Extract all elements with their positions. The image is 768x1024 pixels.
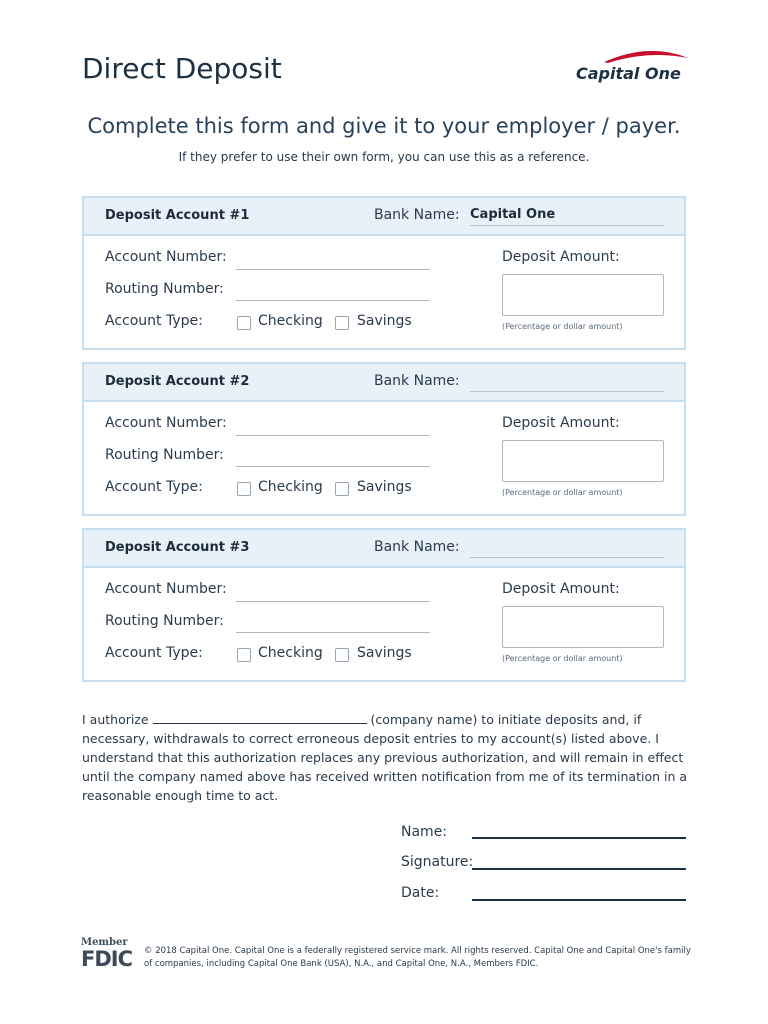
headline: Complete this form and give it to your employer / payer.	[87, 114, 681, 138]
account-title: Deposit Account #1	[105, 208, 250, 223]
date-label: Date:	[401, 885, 440, 901]
account-title: Deposit Account #2	[105, 374, 250, 389]
savings-checkbox[interactable]	[335, 648, 349, 662]
savings-label: Savings	[357, 645, 412, 661]
signature-label: Signature:	[401, 854, 474, 870]
savings-checkbox[interactable]	[335, 482, 349, 496]
name-field[interactable]	[472, 837, 686, 839]
page-title: Direct Deposit	[82, 52, 282, 85]
account-number-field[interactable]	[236, 268, 430, 270]
account-type-label: Account Type:	[105, 479, 203, 495]
bank-name-label: Bank Name:	[374, 373, 460, 389]
signature-field[interactable]	[472, 868, 686, 870]
deposit-amount-field[interactable]	[502, 274, 664, 316]
bank-name-label: Bank Name:	[374, 207, 460, 223]
savings-label: Savings	[357, 313, 412, 329]
capital-one-logo	[574, 48, 689, 92]
routing-number-field[interactable]	[236, 465, 430, 467]
date-field[interactable]	[472, 899, 686, 901]
account-title: Deposit Account #3	[105, 540, 250, 555]
authorization-prefix: I authorize	[82, 712, 149, 727]
account-number-field[interactable]	[236, 600, 430, 602]
account-header	[84, 364, 684, 402]
routing-number-field[interactable]	[236, 631, 430, 633]
checking-label: Checking	[258, 645, 323, 661]
bank-name-label: Bank Name:	[374, 539, 460, 555]
company-name-field[interactable]	[153, 711, 367, 724]
deposit-amount-field[interactable]	[502, 606, 664, 648]
checking-checkbox[interactable]	[237, 316, 251, 330]
account-number-label: Account Number:	[105, 415, 227, 431]
bank-name-field[interactable]: Capital One	[470, 205, 664, 226]
authorization-paragraph	[82, 710, 692, 805]
deposit-amount-field[interactable]	[502, 440, 664, 482]
authorization-text: (company name) to initiate deposits and, if necessary, withdrawals to correct erroneous deposit entries to my account(s) listed above. I understand that this authorization replaces any previous authorization, and will remain in effect until the company named above has received written notification from me of its termination in a reasonable enough time to act.	[82, 712, 688, 803]
account-number-field[interactable]	[236, 434, 430, 436]
routing-number-label: Routing Number:	[105, 447, 224, 463]
account-header	[84, 198, 684, 236]
logo-wordmark: Capital One	[576, 64, 681, 83]
savings-checkbox[interactable]	[335, 316, 349, 330]
account-number-label: Account Number:	[105, 249, 227, 265]
routing-number-field[interactable]	[236, 299, 430, 301]
deposit-amount-note: (Percentage or dollar amount)	[502, 322, 623, 331]
savings-label: Savings	[357, 479, 412, 495]
routing-number-label: Routing Number:	[105, 281, 224, 297]
account-header	[84, 530, 684, 568]
routing-number-label: Routing Number:	[105, 613, 224, 629]
name-label: Name:	[401, 824, 448, 840]
deposit-account-3	[82, 528, 686, 682]
bank-name-field[interactable]	[470, 537, 664, 558]
fdic-member-text: Member	[81, 937, 128, 948]
checking-checkbox[interactable]	[237, 482, 251, 496]
account-type-label: Account Type:	[105, 645, 203, 661]
subheadline: If they prefer to use their own form, you can use this as a reference.	[178, 150, 590, 164]
checking-label: Checking	[258, 479, 323, 495]
deposit-amount-note: (Percentage or dollar amount)	[502, 654, 623, 663]
account-number-label: Account Number:	[105, 581, 227, 597]
deposit-amount-label: Deposit Amount:	[502, 415, 620, 431]
deposit-account-2	[82, 362, 686, 516]
checking-label: Checking	[258, 313, 323, 329]
deposit-amount-note: (Percentage or dollar amount)	[502, 488, 623, 497]
fdic-text: FDIC	[81, 947, 133, 971]
account-type-label: Account Type:	[105, 313, 203, 329]
deposit-amount-label: Deposit Amount:	[502, 581, 620, 597]
deposit-amount-label: Deposit Amount:	[502, 249, 620, 265]
deposit-account-1	[82, 196, 686, 350]
bank-name-field[interactable]	[470, 371, 664, 392]
fdic-logo	[81, 937, 133, 973]
checking-checkbox[interactable]	[237, 648, 251, 662]
legal-footer: © 2018 Capital One. Capital One is a federally registered service mark. All rights reserved. Capital One and Capital One's family of companies, including Capital One Bank (USA), N.A., and Capital One, N.A., Members FDIC.	[144, 946, 691, 969]
